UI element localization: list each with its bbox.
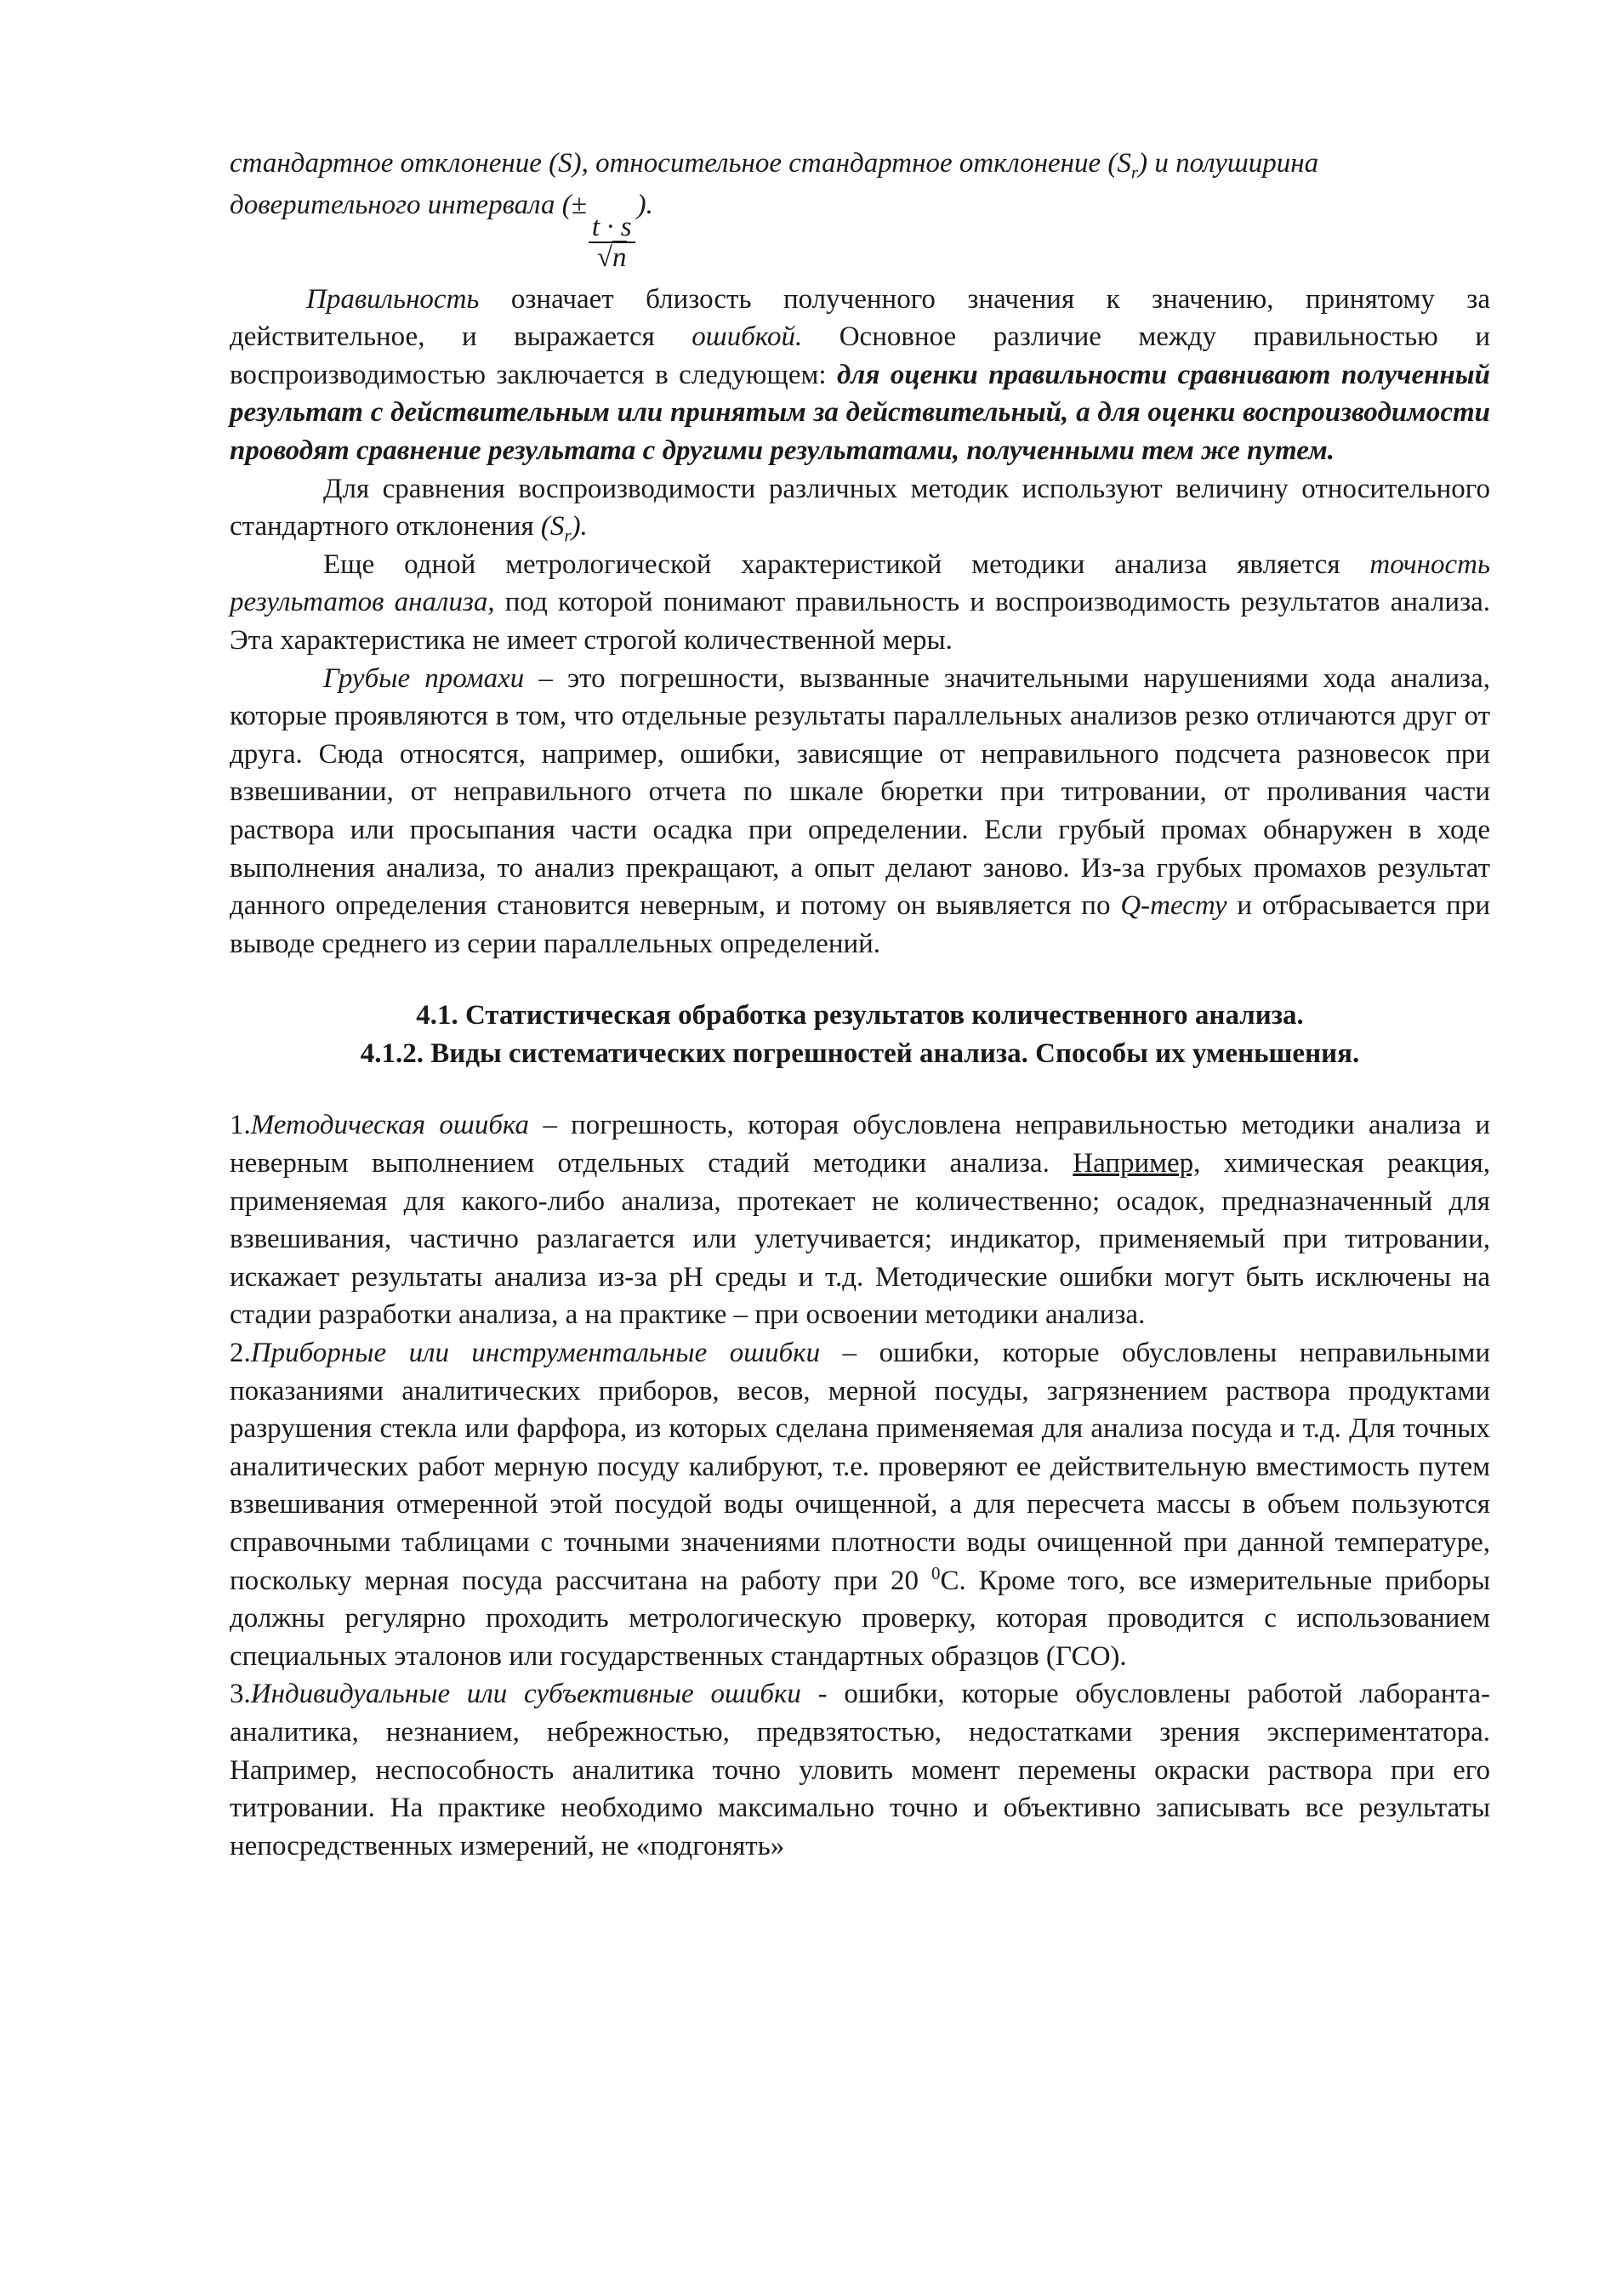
paragraph-gross-errors: Грубые промахи – это погрешности, вызванные значительными нарушениями хода анализа, которые проявляются в том, что отдельные результаты параллельных анализов резко отличаются друг от друга. Сюда относятся, например, ошибки, зависящие от неправильного подсчета разновесок при взвешивании, от неправильного отчета по шкале бюретки при титровании, от проливания части раствора или просыпания части осадка при определении. Если грубый промах обнаружен в ходе выполнения анализа, то анализ прекращают, а опыт делают заново. Из-за грубых промахов результат данного определения становится неверным, и потому он выявляется по Q-тесту и отбрасывается при выводе среднего из серии параллельных определений. <box>230 662 1490 959</box>
list-item-instrumental-errors: 2.Приборные или инструментальные ошибки – ошибки, которые обусловлены неправильными показаниями аналитических приборов, весов, мерной посуды, загрязнением раствора продуктами разрушения стекла или фарфора, из которых сделана применяемая для анализа посуда и т.д. Для точных аналитических работ мерную посуду калибруют, т.е. проверяют ее действительную вместимость путем взвешивания отмеренной этой посудой воды очищенной, а для пересчета массы в объем пользуются справочными таблицами с точными значениями плотности воды очищенной при данной температуре, поскольку мерная посуда рассчитана на работу при 20 $^0$С. Кроме того, все измерительные приборы должны регулярно проходить метрологическую проверку, которая проводится с использованием специальных эталонов или государственных стандартных образцов (ГСО). <box>230 1338 1490 1672</box>
section-heading-4-1-2: 4.1.2. Виды систематических погрешностей анализа. Способы их уменьшения. <box>360 1037 1360 1069</box>
document-page <box>230 145 1490 1865</box>
paragraph-reproducibility: Для сравнения воспроизводимости различных методик используют величину относительного стандартного отклонения $(S_r)$. <box>230 473 1490 546</box>
paragraph-correctness: Правильность означает близость полученного значения к значению, принятому за действительное, и выражается ошибкой. Основное различие между правильностью и воспроизводимостью заключается в следующем: для оценки правильности сравнивают полученный результат с действительным или принятым за действительный, а для оценки воспроизводимости проводят сравнение результата с другими результатами, полученными тем же путем. <box>230 283 1491 466</box>
formula-fraction: $\frac{t \cdot s}{√n}$ <box>589 213 635 272</box>
list-item-methodical-error: 1.Методическая ошибка – погрешность, которая обусловлена неправильностью методики анализа и неверным выполнением отдельных стадий методики анализа. Например, химическая реакция, применяемая для какого-либо анализа, протекает не количественно; осадок, предназначенный для взвешивания, частично разлагается или улетучивается; индикатор, применяемый при титровании, искажает результаты анализа из-за pH среды и т.д. Методические ошибки могут быть исключены на стадии разработки анализа, а на практике – при освоении методики анализа. <box>230 1110 1490 1331</box>
paragraph-definitions: стандартное отклонение (S), относительное стандартное отклонение $(S_r)$ и полуширина <box>230 148 1319 183</box>
paragraph-confidence-interval: доверительного интервала (± $\frac{t \cdot s}{√n}$ ). <box>230 189 653 273</box>
section-heading-4-1: 4.1. Статистическая обработка результатов количественного анализа. <box>416 1000 1304 1031</box>
paragraph-accuracy: Еще одной метрологической характеристикой методики анализа является точность результатов анализа, под которой понимают правильность и воспроизводимость результатов анализа. Эта характеристика не имеет строгой количественной меры. <box>230 548 1491 656</box>
list-item-subjective-errors: 3.Индивидуальные или субъективные ошибки - ошибки, которые обусловлены работой лаборанта-аналитика, незнанием, небрежностью, предвзятостью, недостатками зрения экспериментатора. Например, неспособность аналитика точно уловить момент перемены окраски раствора при его титровании. На практике необходимо максимально точно и объективно записывать все результаты непосредственных измерений, не «подгонять» <box>230 1679 1490 1861</box>
